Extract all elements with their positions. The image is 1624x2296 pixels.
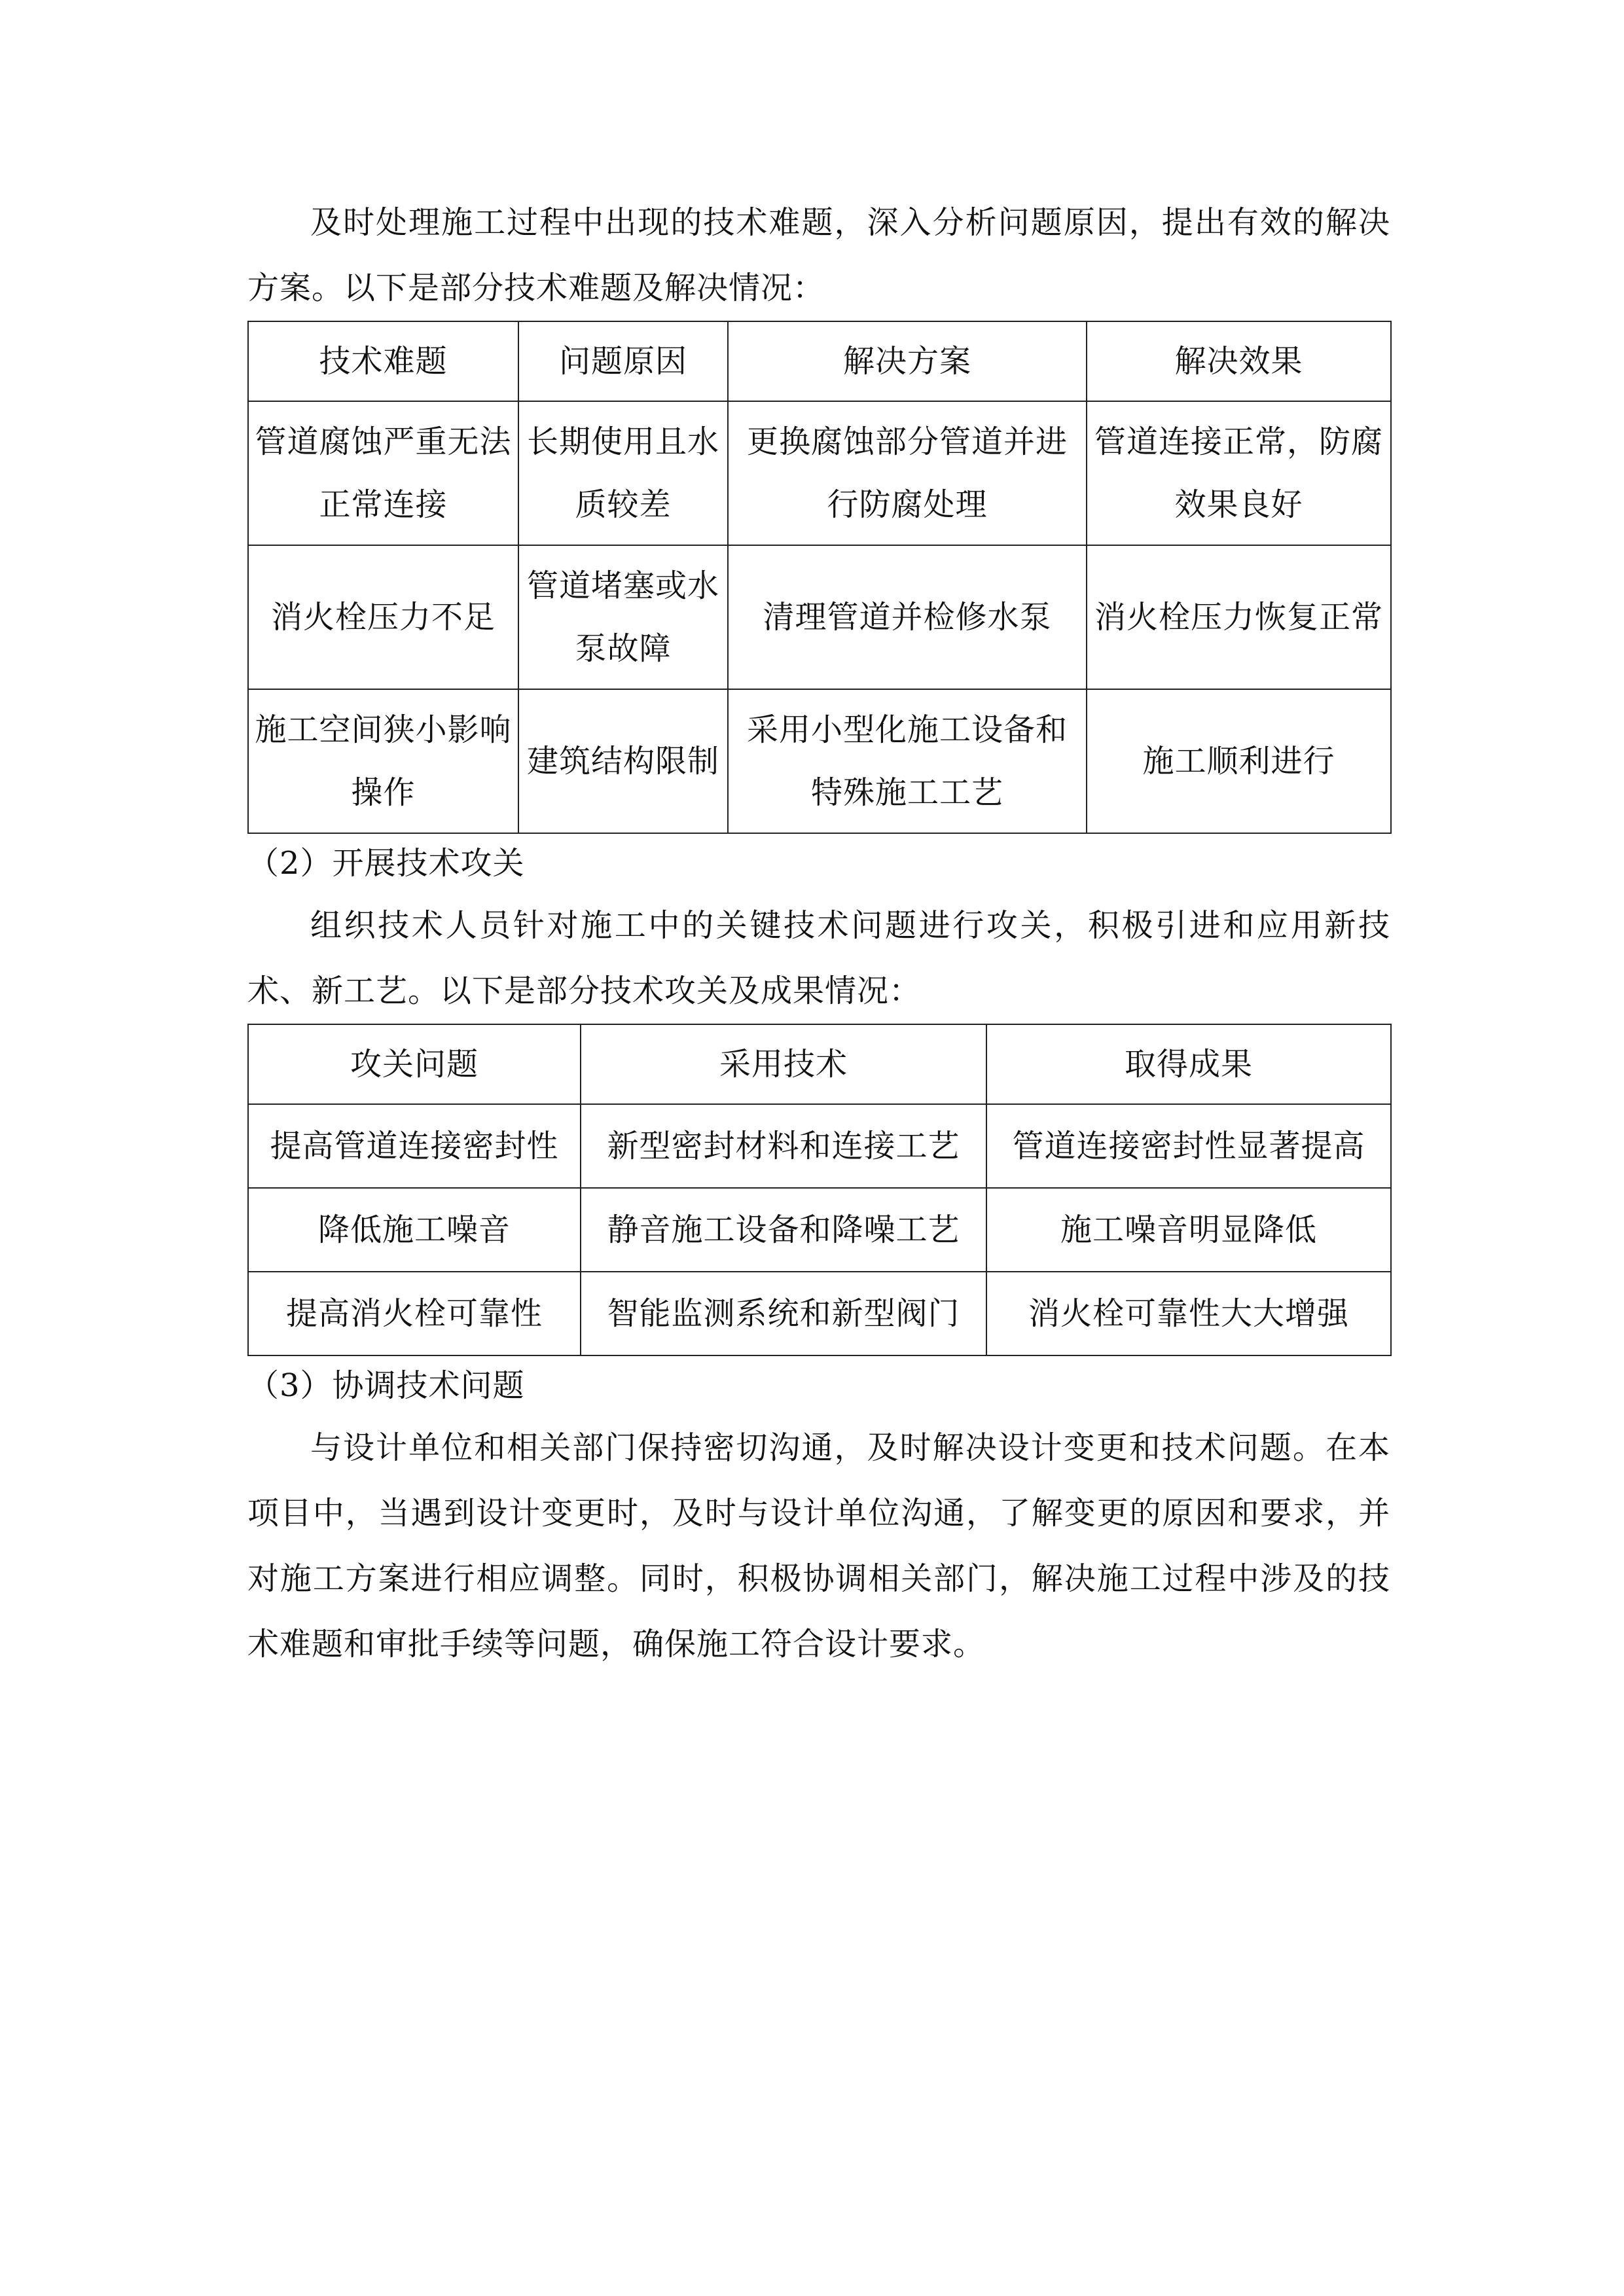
table-header-cell: 取得成果	[986, 1024, 1391, 1104]
table-header-cell: 技术难题	[248, 321, 518, 401]
table-header-row	[248, 1024, 1391, 1104]
table-cell: 消火栓压力恢复正常	[1087, 545, 1391, 689]
table-cell: 更换腐蚀部分管道并进行防腐处理	[728, 401, 1087, 545]
section-heading-2: （2）开展技术攻关	[247, 845, 525, 882]
table-cell: 采用小型化施工设备和特殊施工工艺	[728, 689, 1087, 833]
table-row	[248, 1104, 1391, 1188]
table-header-cell: 问题原因	[518, 321, 728, 401]
table-header-cell: 解决方案	[728, 321, 1087, 401]
table-cell: 施工空间狭小影响操作	[248, 689, 518, 833]
table-cell: 静音施工设备和降噪工艺	[581, 1188, 986, 1272]
table-cell: 管道堵塞或水泵故障	[518, 545, 728, 689]
table-cell: 长期使用且水质较差	[518, 401, 728, 545]
table-header-cell: 采用技术	[581, 1024, 986, 1104]
table-row	[248, 545, 1391, 689]
document-page	[247, 190, 1390, 1677]
intro-paragraph: 及时处理施工过程中出现的技术难题，深入分析问题原因，提出有效的解决方案。以下是部分技术难题及解决情况：	[247, 204, 1390, 306]
table-cell: 智能监测系统和新型阀门	[581, 1272, 986, 1355]
table-cell: 降低施工噪音	[248, 1188, 581, 1272]
section-2-paragraph: 组织技术人员针对施工中的关键技术问题进行攻关，积极引进和应用新技术、新工艺。以下是部分技术攻关及成果情况：	[247, 907, 1390, 1009]
table-cell: 建筑结构限制	[518, 689, 728, 833]
section-heading-3: （3）协调技术问题	[247, 1367, 525, 1404]
table-header-cell: 解决效果	[1087, 321, 1391, 401]
technical-research-table	[247, 1024, 1392, 1356]
table-row	[248, 1272, 1391, 1355]
table-cell: 提高管道连接密封性	[248, 1104, 581, 1188]
technical-difficulties-table	[247, 321, 1392, 834]
table-cell: 施工顺利进行	[1087, 689, 1391, 833]
table-cell: 消火栓可靠性大大增强	[986, 1272, 1391, 1355]
table-cell: 施工噪音明显降低	[986, 1188, 1391, 1272]
table-cell: 新型密封材料和连接工艺	[581, 1104, 986, 1188]
table-row	[248, 1188, 1391, 1272]
table-cell: 管道连接密封性显著提高	[986, 1104, 1391, 1188]
table-row	[248, 689, 1391, 833]
table-cell: 管道连接正常，防腐效果良好	[1087, 401, 1391, 545]
table-header-cell: 攻关问题	[248, 1024, 581, 1104]
table-cell: 消火栓压力不足	[248, 545, 518, 689]
table-header-row	[248, 321, 1391, 401]
table-row	[248, 401, 1391, 545]
table-cell: 清理管道并检修水泵	[728, 545, 1087, 689]
section-3-paragraph: 与设计单位和相关部门保持密切沟通，及时解决设计变更和技术问题。在本项目中，当遇到设计变更时，及时与设计单位沟通，了解变更的原因和要求，并对施工方案进行相应调整。同时，积极协调相关部门，解决施工过程中涉及的技术难题和审批手续等问题，确保施工符合设计要求。	[247, 1429, 1390, 1662]
table-cell: 管道腐蚀严重无法正常连接	[248, 401, 518, 545]
table-cell: 提高消火栓可靠性	[248, 1272, 581, 1355]
